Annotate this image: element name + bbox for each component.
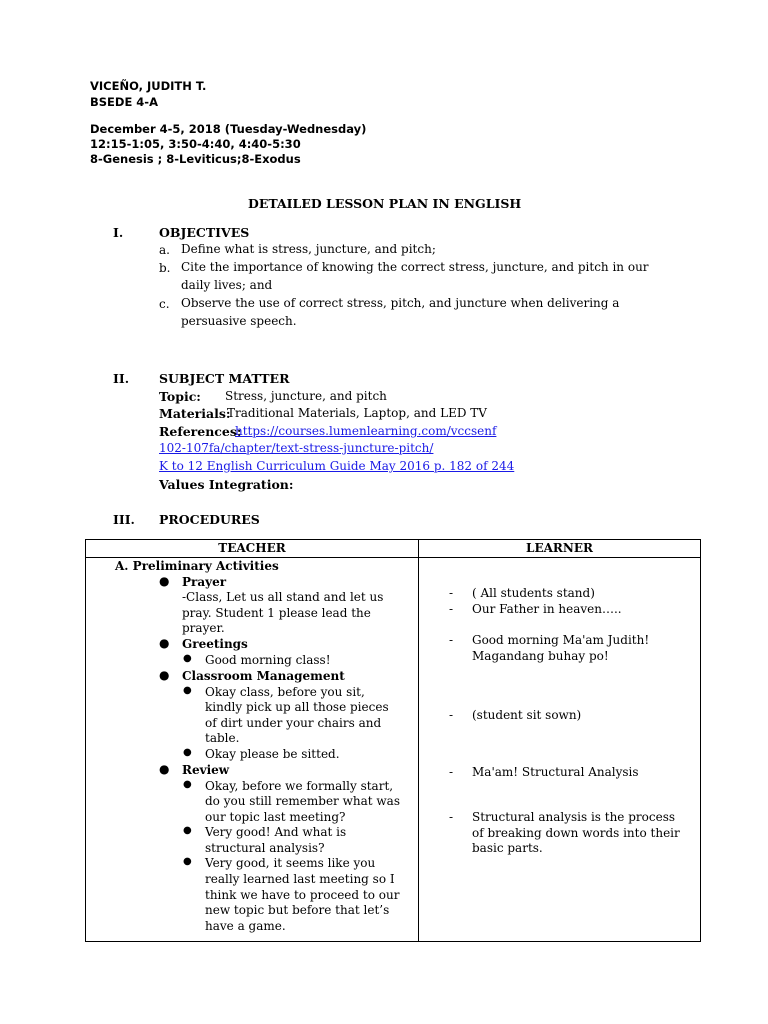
dash: - [449,633,454,647]
learner-line: Structural analysis is the process [472,810,676,824]
teacher-line: table. [205,731,240,745]
dash: - [449,765,454,779]
learner-line: Our Father in heaven….. [472,602,622,616]
teacher-cell [86,558,419,942]
learner-line: ( All students stand) [472,586,595,600]
objective-letter: c. [159,297,170,311]
bullet-dot: ● [183,747,192,758]
objectives-numeral: I. [113,225,124,240]
classroom-management-heading: Classroom Management [182,669,345,683]
greetings-heading: Greetings [182,637,248,651]
document-title: DETAILED LESSON PLAN IN ENGLISH [248,196,522,211]
bullet-dot: ● [183,685,192,696]
bullet-dot: ● [159,574,170,588]
dash: - [449,586,454,600]
dash: - [449,602,454,616]
teacher-line: of dirt under your chairs and [205,716,382,730]
bullet-dot: ● [159,636,170,650]
values-integration-label: Values Integration: [159,477,294,492]
lesson-date: December 4-5, 2018 (Tuesday-Wednesday) [90,122,367,136]
teacher-line: Good morning class! [205,653,331,667]
bullet-dot: ● [183,856,192,867]
teacher-line: Okay please be sitted. [205,747,340,761]
column-header-teacher: TEACHER [86,540,419,558]
dash: - [449,708,454,722]
review-heading: Review [182,763,230,777]
learner-line: basic parts. [472,841,543,855]
teacher-line: Very good, it seems like you [205,856,376,870]
teacher-line: do you still remember what was [205,794,400,808]
lesson-classes: 8-Genesis ; 8-Leviticus;8-Exodus [90,152,301,166]
learner-line: (student sit sown) [472,708,582,722]
dash: - [449,810,454,824]
teacher-line: prayer. [182,621,225,635]
bullet-dot: ● [183,779,192,790]
learner-line: Magandang buhay po! [472,649,609,663]
materials-label: Materials: [159,406,231,421]
teacher-line: structural analysis? [205,841,325,855]
procedures-table [85,539,701,942]
reference-link-1[interactable]: https://courses.lumenlearning.com/vccsenf [235,424,497,438]
teacher-line: really learned last meeting so I [205,872,395,886]
objective-item: Define what is stress, juncture, and pitch; [181,242,436,256]
teacher-line: our topic last meeting? [205,810,346,824]
teacher-line: Very good! And what is [205,825,347,839]
bullet-dot: ● [159,762,170,776]
bullet-dot: ● [183,825,192,836]
objective-letter: a. [159,243,170,257]
column-header-learner: LEARNER [419,540,701,558]
procedures-heading: PROCEDURES [159,512,260,527]
reference-link-1-continued[interactable]: 102-107fa/chapter/text-stress-juncture-pitch/ [159,441,434,455]
objective-item: Observe the use of correct stress, pitch, and juncture when delivering a persuasive speech. [181,296,620,328]
materials-value: Traditional Materials, Laptop, and LED TV [227,406,487,420]
lesson-times: 12:15-1:05, 3:50-4:40, 4:40-5:30 [90,137,301,151]
topic-value: Stress, juncture, and pitch [225,389,387,403]
topic-label: Topic: [159,389,201,404]
procedures-numeral: III. [113,512,135,527]
learner-line: Good morning Ma'am Judith! [472,633,650,647]
teacher-line: Okay class, before you sit, [205,685,365,699]
objective-item: Cite the importance of knowing the correct stress, juncture, and pitch in our daily lives; and [181,260,649,292]
objective-letter: b. [159,261,171,275]
teacher-line: new topic but before that let’s [205,903,390,917]
reference-link-2[interactable]: K to 12 English Curriculum Guide May 2016 p. 182 of 244 [159,459,515,473]
preliminary-activities-heading: A. Preliminary Activities [115,559,279,573]
teacher-line: think we have to proceed to our [205,888,400,902]
subject-heading: SUBJECT MATTER [159,371,290,386]
bullet-dot: ● [183,653,192,664]
student-name: VICEÑO, JUDITH T. [90,79,207,93]
teacher-line: Okay, before we formally start, [205,779,394,793]
learner-line: of breaking down words into their [472,826,680,840]
references-label: References: [159,424,242,439]
prayer-heading: Prayer [182,575,227,589]
teacher-line: pray. Student 1 please lead the [182,606,371,620]
learner-line: Ma'am! Structural Analysis [472,765,639,779]
bullet-dot: ● [159,668,170,682]
subject-numeral: II. [113,371,130,386]
teacher-line: have a game. [205,919,286,933]
learner-cell [419,558,701,942]
student-section: BSEDE 4-A [90,95,158,109]
objectives-heading: OBJECTIVES [159,225,250,240]
teacher-line: -Class, Let us all stand and let us [182,590,384,604]
teacher-line: kindly pick up all those pieces [205,700,389,714]
